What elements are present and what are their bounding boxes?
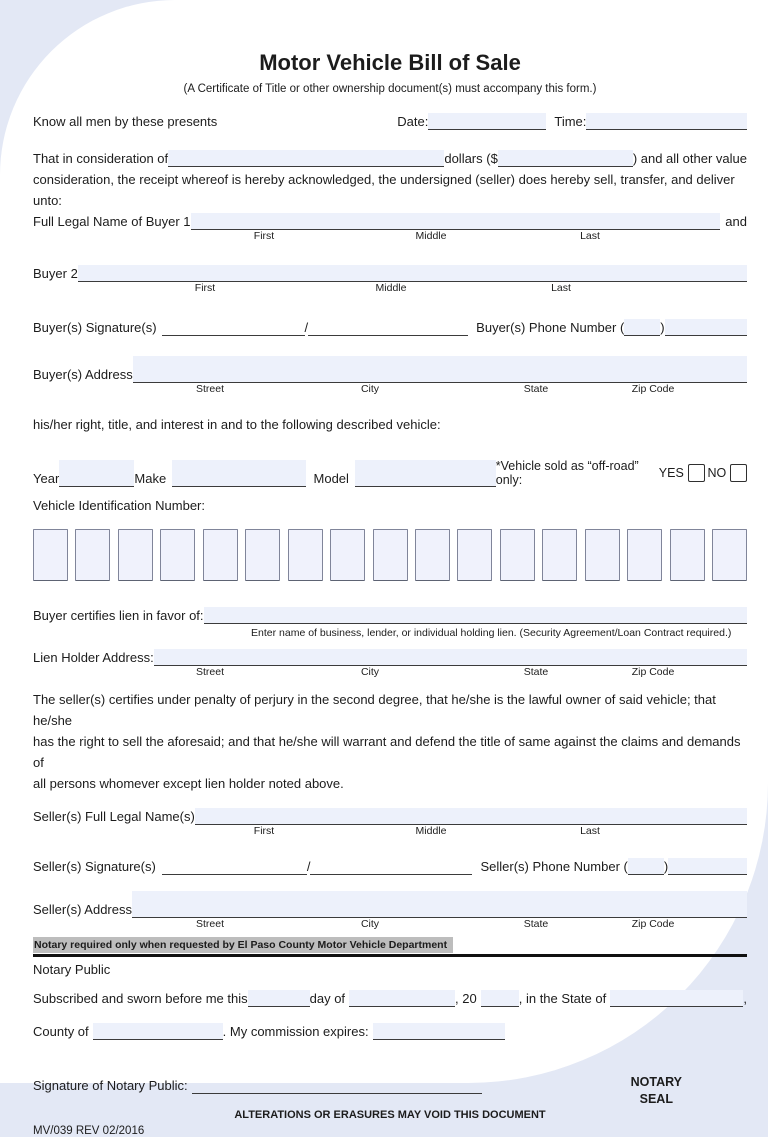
seller-last-label: Last	[580, 825, 600, 837]
seller-street-label: Street	[195, 918, 225, 930]
seller-state-label: State	[523, 918, 549, 930]
seller-signature1-input[interactable]	[162, 858, 307, 875]
unto-text: unto:	[33, 193, 62, 208]
dollars-suffix: ) and all other value	[632, 151, 747, 166]
make-label: Make	[134, 471, 167, 486]
buyer-signature-label: Buyer(s) Signature(s)	[33, 320, 157, 335]
sworn-prefix: Subscribed and sworn before me this	[33, 991, 248, 1006]
buyer1-last-label: Last	[580, 230, 600, 242]
buyer-phone-close: )	[660, 320, 665, 335]
seller-signature2-input[interactable]	[310, 858, 472, 875]
buyer-zip-label: Zip Code	[631, 383, 675, 395]
buyer1-label: Full Legal Name of Buyer 1	[33, 214, 191, 229]
offroad-group	[496, 459, 747, 487]
vin-box[interactable]	[203, 529, 238, 581]
vin-box[interactable]	[712, 529, 747, 581]
date-time-row	[33, 113, 747, 130]
seller-signature-row	[33, 858, 747, 875]
vin-box[interactable]	[245, 529, 280, 581]
date-label: Date:	[397, 114, 429, 129]
lien-address-parts	[33, 666, 747, 681]
seller-signature-label: Seller(s) Signature(s)	[33, 859, 156, 874]
seller-city-label: City	[360, 918, 380, 930]
buyer-address-input[interactable]	[133, 356, 747, 383]
buyer-address-label: Buyer(s) Address	[33, 367, 133, 382]
vin-box[interactable]	[75, 529, 110, 581]
make-input[interactable]	[172, 460, 305, 487]
lien-address-label: Lien Holder Address:	[33, 650, 154, 665]
sworn-year-input[interactable]	[481, 990, 519, 1007]
buyer-phone-label: Buyer(s) Phone Number (	[476, 320, 625, 335]
form-content	[33, 50, 747, 1137]
buyer-street-label: Street	[195, 383, 225, 395]
consideration-prefix: That in consideration of	[33, 151, 169, 166]
sworn-state-input[interactable]	[610, 990, 743, 1007]
footer-warning: ALTERATIONS OR ERASURES MAY VOID THIS DOCUMENT	[234, 1109, 546, 1121]
buyer-signature-separator: /	[304, 320, 309, 335]
seller-phone-label: Seller(s) Phone Number (	[480, 859, 628, 874]
notary-seal-line1: NOTARY	[630, 1075, 682, 1089]
vin-box[interactable]	[33, 529, 68, 581]
vin-box[interactable]	[160, 529, 195, 581]
vin-box[interactable]	[330, 529, 365, 581]
buyer-signature2-input[interactable]	[308, 319, 468, 336]
date-input[interactable]	[428, 113, 546, 130]
buyer2-name-input[interactable]	[78, 265, 747, 282]
seller-address-input[interactable]	[132, 891, 747, 918]
county-input[interactable]	[93, 1023, 223, 1040]
seller-certification-line1: The seller(s) certifies under penalty of perjury in the second degree, that he/she is the lawful owner of said vehicle; that he/she	[33, 692, 716, 728]
lien-address-row	[33, 649, 747, 666]
vin-box[interactable]	[288, 529, 323, 581]
year-label: Year	[33, 471, 60, 486]
seller-first-label: First	[253, 825, 275, 837]
buyer-city-label: City	[360, 383, 380, 395]
time-label: Time:	[554, 114, 587, 129]
lien-street-label: Street	[195, 666, 225, 678]
buyer-address-parts	[33, 383, 747, 398]
commission-label: . My commission expires:	[222, 1024, 369, 1039]
vin-box[interactable]	[457, 529, 492, 581]
buyer1-name-parts	[33, 230, 747, 245]
notary-signature-input[interactable]	[192, 1077, 482, 1094]
vin-box[interactable]	[670, 529, 705, 581]
lien-favor-input[interactable]	[204, 607, 747, 624]
buyer-signature-row	[33, 319, 747, 336]
seller-name-input[interactable]	[195, 808, 747, 825]
offroad-no-checkbox[interactable]	[730, 464, 747, 482]
buyer1-row	[33, 213, 747, 230]
notary-section-title: Notary Public	[33, 962, 111, 977]
buyer2-middle-label: Middle	[375, 282, 407, 294]
notary-requirement-banner: Notary required only when requested by El Paso County Motor Vehicle Department	[33, 937, 453, 953]
time-input[interactable]	[586, 113, 747, 130]
buyer1-middle-label: Middle	[415, 230, 447, 242]
lien-zip-label: Zip Code	[631, 666, 675, 678]
vin-box[interactable]	[627, 529, 662, 581]
page-subtitle: (A Certificate of Title or other ownership document(s) must accompany this form.)	[183, 83, 597, 95]
seller-address-label: Seller(s) Address	[33, 902, 132, 917]
notary-sworn-row	[33, 990, 747, 1007]
notary-signature-row	[33, 1060, 747, 1106]
seller-phone-area-input[interactable]	[628, 858, 664, 875]
consideration-amount-input[interactable]	[168, 150, 444, 167]
lien-address-input[interactable]	[154, 649, 747, 666]
vehicle-row	[33, 459, 747, 487]
seller-address-parts	[33, 918, 747, 933]
offroad-label: *Vehicle sold as “off-road” only:	[495, 459, 639, 487]
presents-text: Know all men by these presents	[33, 114, 218, 129]
dollars-label: dollars ($	[444, 151, 498, 166]
lien-city-label: City	[360, 666, 380, 678]
buyer-phone-input[interactable]	[665, 319, 747, 336]
consideration-row	[33, 150, 747, 167]
vin-box[interactable]	[118, 529, 153, 581]
notary-signature-label: Signature of Notary Public:	[33, 1078, 188, 1093]
day-of-label: day of	[309, 991, 346, 1006]
state-prefix: , in the State of	[518, 991, 607, 1006]
seller-address-row	[33, 891, 747, 918]
sworn-trailing-comma: ,	[743, 991, 747, 1006]
buyer2-last-label: Last	[551, 282, 571, 294]
seller-certification-line3: all persons whomever except lien holder noted above.	[33, 776, 344, 791]
buyer1-name-input[interactable]	[191, 213, 721, 230]
buyer2-row	[33, 265, 747, 282]
buyer1-suffix: and	[725, 214, 747, 229]
seller-name-parts	[33, 825, 747, 840]
comma-20-label: , 20	[455, 991, 477, 1006]
buyer1-first-label: First	[253, 230, 275, 242]
buyer-signature1-input[interactable]	[162, 319, 305, 336]
sworn-day-input[interactable]	[248, 990, 310, 1007]
page-title: Motor Vehicle Bill of Sale	[259, 50, 521, 75]
notary-banner-rule	[33, 936, 747, 957]
vin-box[interactable]	[500, 529, 535, 581]
consideration-line2: consideration, the receipt whereof is hereby acknowledged, the undersigned (seller) does hereby sell, transfer, and deliver	[33, 172, 735, 187]
model-input[interactable]	[355, 460, 496, 487]
seller-signature-separator: /	[306, 859, 311, 874]
seller-phone-input[interactable]	[668, 858, 747, 875]
vin-label: Vehicle Identification Number:	[33, 498, 205, 513]
lien-favor-row	[33, 607, 747, 624]
offroad-yes-label: YES	[658, 466, 684, 480]
lien-favor-label: Buyer certifies lien in favor of:	[33, 608, 204, 623]
vin-box[interactable]	[542, 529, 577, 581]
buyer2-label: Buyer 2	[33, 266, 78, 281]
offroad-no-label: NO	[707, 466, 727, 480]
commission-input[interactable]	[373, 1023, 505, 1040]
notary-seal-line2: SEAL	[639, 1092, 673, 1106]
buyer2-first-label: First	[194, 282, 216, 294]
buyer-phone-area-input[interactable]	[624, 319, 660, 336]
vin-box[interactable]	[415, 529, 450, 581]
vin-box[interactable]	[373, 529, 408, 581]
vin-box[interactable]	[585, 529, 620, 581]
county-label: County of	[33, 1024, 89, 1039]
lien-state-label: State	[523, 666, 549, 678]
vin-boxes	[33, 529, 747, 583]
seller-certification-line2: has the right to sell the aforesaid; and that he/she will warrant and defend the title of same against the claims and demands of	[33, 734, 741, 770]
seller-name-row	[33, 808, 747, 825]
seller-phone-close: )	[663, 859, 669, 874]
form-number: MV/039 REV 02/2016	[33, 1125, 145, 1137]
dollar-amount-input[interactable]	[498, 150, 633, 167]
notary-seal	[631, 1074, 682, 1108]
offroad-yes-checkbox[interactable]	[688, 464, 705, 482]
rights-text: his/her right, title, and interest in and to the following described vehicle:	[33, 417, 441, 432]
notary-county-row	[33, 1023, 747, 1040]
buyer-address-row	[33, 356, 747, 383]
seller-name-label: Seller(s) Full Legal Name(s)	[33, 809, 195, 824]
model-label: Model	[313, 471, 349, 486]
buyer-state-label: State	[523, 383, 549, 395]
year-input[interactable]	[59, 460, 134, 487]
seller-zip-label: Zip Code	[631, 918, 675, 930]
sworn-month-input[interactable]	[349, 990, 455, 1007]
lien-helper-text: Enter name of business, lender, or individual holding lien. (Security Agreement/Loan Contract required.)	[251, 627, 732, 639]
seller-middle-label: Middle	[415, 825, 447, 837]
buyer2-name-parts	[33, 282, 747, 297]
